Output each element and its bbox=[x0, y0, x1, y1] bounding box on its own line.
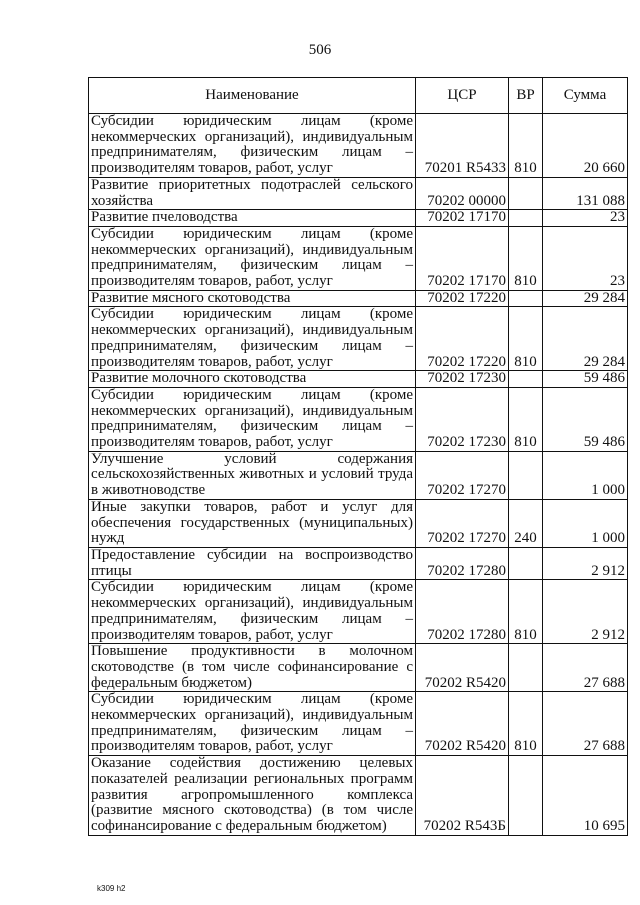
table-row bbox=[89, 756, 628, 836]
row-csr: 70202 17220 bbox=[416, 290, 509, 307]
row-name: Оказание содействия достижению целевых показателей реализации региональных программ развития агропромышленного комплекса (развитие мясного скотоводства) (в том числе софинансирование с федеральным бюджетом) bbox=[89, 756, 416, 836]
table-row bbox=[89, 114, 628, 178]
row-csr: 70202 R5420 bbox=[416, 644, 509, 692]
row-sum: 23 bbox=[543, 226, 628, 290]
header-vr: ВР bbox=[509, 78, 543, 114]
table-row bbox=[89, 644, 628, 692]
table-row bbox=[89, 692, 628, 756]
row-name: Субсидии юридическим лицам (кроме некоммерческих организаций), индивидуальным предпринимателям, физическим лицам – производителям товаров, работ, услуг bbox=[89, 307, 416, 371]
row-csr: 70202 17280 bbox=[416, 547, 509, 579]
row-vr bbox=[509, 547, 543, 579]
table-header-row bbox=[89, 78, 628, 114]
row-name: Развитие приоритетных подотраслей сельского хозяйства bbox=[89, 177, 416, 209]
row-sum: 27 688 bbox=[543, 644, 628, 692]
row-csr: 70202 00000 bbox=[416, 177, 509, 209]
row-vr bbox=[509, 756, 543, 836]
row-name: Субсидии юридическим лицам (кроме некоммерческих организаций), индивидуальным предпринимателям, физическим лицам – производителям товаров, работ, услуг bbox=[89, 692, 416, 756]
row-sum: 20 660 bbox=[543, 114, 628, 178]
row-sum: 23 bbox=[543, 210, 628, 227]
row-vr bbox=[509, 210, 543, 227]
row-vr: 240 bbox=[509, 499, 543, 547]
row-name: Субсидии юридическим лицам (кроме некоммерческих организаций), индивидуальным предпринимателям, физическим лицам – производителям товаров, работ, услуг bbox=[89, 580, 416, 644]
table-row bbox=[89, 210, 628, 227]
table-row bbox=[89, 371, 628, 388]
row-vr: 810 bbox=[509, 387, 543, 451]
row-csr: 70202 17170 bbox=[416, 226, 509, 290]
table-row bbox=[89, 580, 628, 644]
row-sum: 59 486 bbox=[543, 387, 628, 451]
row-vr bbox=[509, 371, 543, 388]
row-csr: 70202 17230 bbox=[416, 387, 509, 451]
row-name: Субсидии юридическим лицам (кроме некоммерческих организаций), индивидуальным предпринимателям, физическим лицам – производителям товаров, работ, услуг bbox=[89, 387, 416, 451]
table-row bbox=[89, 451, 628, 499]
row-name: Развитие молочного скотоводства bbox=[89, 371, 416, 388]
header-sum: Сумма bbox=[543, 78, 628, 114]
row-sum: 1 000 bbox=[543, 499, 628, 547]
table-row bbox=[89, 177, 628, 209]
header-name: Наименование bbox=[89, 78, 416, 114]
row-vr: 810 bbox=[509, 226, 543, 290]
row-vr: 810 bbox=[509, 692, 543, 756]
header-csr: ЦСР bbox=[416, 78, 509, 114]
row-csr: 70201 R5433 bbox=[416, 114, 509, 178]
row-vr: 810 bbox=[509, 307, 543, 371]
row-vr: 810 bbox=[509, 580, 543, 644]
row-sum: 27 688 bbox=[543, 692, 628, 756]
row-csr: 70202 17270 bbox=[416, 499, 509, 547]
row-csr: 70202 R5420 bbox=[416, 692, 509, 756]
table-row bbox=[89, 307, 628, 371]
table-row bbox=[89, 499, 628, 547]
row-csr: 70202 17230 bbox=[416, 371, 509, 388]
row-csr: 70202 17170 bbox=[416, 210, 509, 227]
row-sum: 29 284 bbox=[543, 307, 628, 371]
row-sum: 29 284 bbox=[543, 290, 628, 307]
table-row bbox=[89, 387, 628, 451]
table-row bbox=[89, 547, 628, 579]
row-name: Субсидии юридическим лицам (кроме некоммерческих организаций), индивидуальным предпринимателям, физическим лицам – производителям товаров, работ, услуг bbox=[89, 226, 416, 290]
row-csr: 70202 17280 bbox=[416, 580, 509, 644]
row-name: Субсидии юридическим лицам (кроме некоммерческих организаций), индивидуальным предпринимателям, физическим лицам – производителям товаров, работ, услуг bbox=[89, 114, 416, 178]
row-vr bbox=[509, 451, 543, 499]
row-name: Развитие пчеловодства bbox=[89, 210, 416, 227]
row-name: Предоставление субсидии на воспроизводство птицы bbox=[89, 547, 416, 579]
row-sum: 1 000 bbox=[543, 451, 628, 499]
row-csr: 70202 17220 bbox=[416, 307, 509, 371]
footer-code: k309 h2 bbox=[97, 884, 126, 893]
row-sum: 131 088 bbox=[543, 177, 628, 209]
row-name: Улучшение условий содержания сельскохозяйственных животных и условий труда в животноводстве bbox=[89, 451, 416, 499]
page-number: 506 bbox=[308, 42, 332, 58]
row-sum: 59 486 bbox=[543, 371, 628, 388]
row-vr bbox=[509, 644, 543, 692]
row-name: Иные закупки товаров, работ и услуг для обеспечения государственных (муниципальных) нужд bbox=[89, 499, 416, 547]
row-vr bbox=[509, 177, 543, 209]
table-row bbox=[89, 226, 628, 290]
row-csr: 70202 R543Б bbox=[416, 756, 509, 836]
row-vr: 810 bbox=[509, 114, 543, 178]
row-name: Развитие мясного скотоводства bbox=[89, 290, 416, 307]
row-sum: 2 912 bbox=[543, 580, 628, 644]
row-vr bbox=[509, 290, 543, 307]
budget-table bbox=[88, 77, 628, 836]
row-sum: 10 695 bbox=[543, 756, 628, 836]
row-csr: 70202 17270 bbox=[416, 451, 509, 499]
row-sum: 2 912 bbox=[543, 547, 628, 579]
table-row bbox=[89, 290, 628, 307]
row-name: Повышение продуктивности в молочном скотоводстве (в том числе софинансирование с федеральным бюджетом) bbox=[89, 644, 416, 692]
